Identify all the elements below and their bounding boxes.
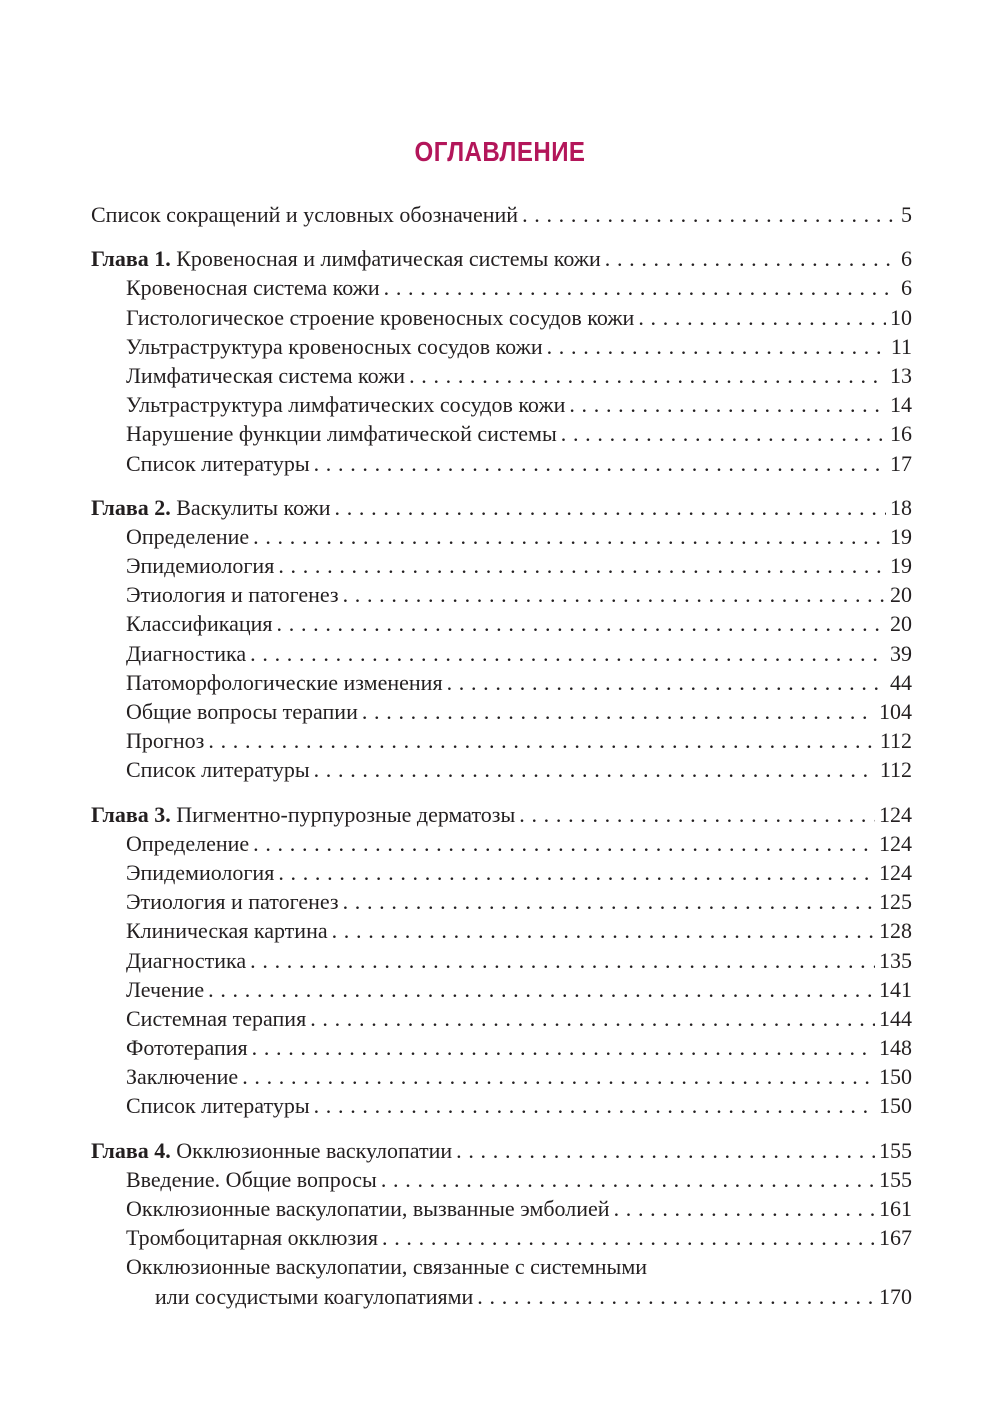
leader-dots bbox=[242, 1062, 875, 1091]
leader-dots bbox=[477, 1282, 875, 1311]
toc-page-number: 155 bbox=[879, 1166, 912, 1192]
leader-dots bbox=[253, 522, 886, 551]
toc-page-number: 6 bbox=[901, 275, 912, 301]
toc-entry[interactable] bbox=[91, 946, 912, 975]
leader-dots bbox=[310, 1004, 875, 1033]
toc-entry[interactable] bbox=[91, 551, 912, 580]
leader-dots bbox=[384, 273, 897, 302]
toc-entry-label: Определение bbox=[126, 523, 250, 549]
toc-entry-label: Кровеносная система кожи bbox=[126, 275, 380, 301]
chapter-number: Глава 2. bbox=[91, 494, 171, 520]
leader-dots bbox=[278, 858, 875, 887]
toc-entry-label: Ультраструктура кровеносных сосудов кожи bbox=[126, 333, 543, 359]
toc-entry[interactable] bbox=[91, 1165, 912, 1194]
toc-page-number: 161 bbox=[879, 1196, 912, 1221]
leader-dots bbox=[208, 975, 875, 1004]
chapter-title: Кровеносная и лимфатическая системы кожи bbox=[170, 246, 601, 272]
leader-dots bbox=[250, 946, 875, 975]
toc-entry-label: Диагностика bbox=[126, 947, 247, 973]
chapter-number: Глава 4. bbox=[91, 1137, 171, 1163]
toc-entry[interactable] bbox=[91, 390, 912, 419]
toc-entry[interactable] bbox=[91, 332, 912, 361]
leader-dots bbox=[253, 829, 875, 858]
toc-entry-label: Прогноз bbox=[126, 728, 205, 754]
toc-entry[interactable] bbox=[91, 1004, 912, 1033]
leader-dots bbox=[561, 419, 886, 448]
toc-entry[interactable] bbox=[91, 1223, 912, 1252]
toc-entry[interactable] bbox=[91, 975, 912, 1004]
toc-page-number: 10 bbox=[890, 304, 912, 330]
toc-page-number: 6 bbox=[901, 246, 912, 272]
leader-dots bbox=[522, 200, 897, 229]
toc-entry[interactable] bbox=[91, 1194, 912, 1223]
toc-entry-label: Список литературы bbox=[126, 1093, 310, 1119]
toc-page-number: 13 bbox=[890, 362, 912, 388]
toc-page-number: 14 bbox=[890, 392, 912, 418]
toc-entry-label: Окклюзионные васкулопатии, вызванные эмболией bbox=[126, 1196, 610, 1221]
toc-chapter-3[interactable] bbox=[91, 800, 912, 829]
toc-entry[interactable] bbox=[91, 668, 912, 697]
toc-page-number: 124 bbox=[879, 801, 912, 827]
toc-entry-label: Ультраструктура лимфатических сосудов кожи bbox=[126, 392, 566, 418]
leader-dots bbox=[332, 916, 875, 945]
toc-entry-label: Определение bbox=[126, 830, 250, 856]
toc-entry-label: Патоморфологические изменения bbox=[126, 669, 443, 695]
leader-dots bbox=[547, 332, 887, 361]
toc-page-number: 148 bbox=[879, 1035, 912, 1061]
toc-entry[interactable] bbox=[91, 273, 912, 302]
toc-entry[interactable] bbox=[91, 916, 912, 945]
toc-entry-label: Общие вопросы терапии bbox=[126, 699, 358, 724]
chapter-number: Глава 3. bbox=[91, 801, 171, 827]
toc-entry-label: Клиническая картина bbox=[126, 918, 328, 944]
toc-entry[interactable] bbox=[91, 522, 912, 551]
toc-page-number: 125 bbox=[879, 889, 912, 915]
toc-page-number: 150 bbox=[879, 1064, 912, 1090]
toc-entry-label: Введение. Общие вопросы bbox=[126, 1166, 377, 1192]
page-title: ОГЛАВЛЕНИЕ bbox=[414, 136, 586, 167]
leader-dots bbox=[314, 449, 886, 478]
leader-dots bbox=[381, 1165, 875, 1194]
toc-entry-label: Системная терапия bbox=[126, 1005, 307, 1031]
toc-entry[interactable] bbox=[91, 449, 912, 478]
toc-entry[interactable] bbox=[91, 829, 912, 858]
toc-entry-label: или сосудистыми коагулопатиями bbox=[155, 1283, 474, 1309]
leader-dots bbox=[362, 697, 875, 726]
toc-page-number: 128 bbox=[879, 918, 912, 944]
toc-entry-label: Классификация bbox=[126, 611, 273, 637]
toc-page-number: 135 bbox=[879, 947, 912, 973]
toc-entry-label: Лимфатическая система кожи bbox=[126, 362, 406, 388]
leader-dots bbox=[638, 303, 886, 332]
toc-entry[interactable] bbox=[91, 887, 912, 916]
toc-entry-label: Нарушение функции лимфатической системы bbox=[126, 421, 557, 447]
toc-entry-abbreviations[interactable] bbox=[91, 200, 912, 229]
toc-entry-label: Список литературы bbox=[126, 450, 310, 476]
toc-entry[interactable] bbox=[91, 303, 912, 332]
leader-dots bbox=[278, 551, 886, 580]
toc-entry-label: Список сокращений и условных обозначений bbox=[91, 202, 519, 227]
toc-chapter-2[interactable] bbox=[91, 493, 912, 522]
toc-entry[interactable] bbox=[91, 609, 912, 638]
toc-page-number: 17 bbox=[890, 450, 912, 476]
toc-entry[interactable] bbox=[91, 361, 912, 390]
leader-dots bbox=[382, 1223, 875, 1252]
toc-entry-label: Диагностика bbox=[126, 640, 247, 666]
leader-dots bbox=[409, 361, 886, 390]
toc-page-number: 19 bbox=[890, 553, 912, 579]
toc-entry-label: Этиология и патогенез bbox=[126, 582, 339, 608]
leader-dots bbox=[335, 493, 886, 522]
toc-page-number: 124 bbox=[879, 830, 912, 856]
toc-page-number: 144 bbox=[879, 1005, 912, 1031]
leader-dots bbox=[250, 639, 886, 668]
toc-entry-label: Тромбоцитарная окклюзия bbox=[126, 1225, 379, 1251]
toc-page-number: 18 bbox=[890, 494, 912, 520]
leader-dots bbox=[456, 1136, 875, 1165]
toc-page-number: 141 bbox=[879, 976, 912, 1002]
toc-entry-label: Лечение bbox=[126, 976, 205, 1002]
toc-page-number: 167 bbox=[879, 1225, 912, 1251]
toc-page-number: 104 bbox=[879, 699, 912, 724]
leader-dots bbox=[569, 390, 886, 419]
toc-chapter-4[interactable] bbox=[91, 1136, 912, 1165]
toc-page-number: 112 bbox=[879, 757, 912, 783]
toc-page-number: 150 bbox=[879, 1093, 912, 1119]
toc-page-number: 11 bbox=[890, 333, 912, 359]
leader-dots bbox=[252, 1033, 875, 1062]
leader-dots bbox=[277, 609, 886, 638]
toc-entry-label: Список литературы bbox=[126, 757, 310, 783]
toc-entry-label: Фототерапия bbox=[126, 1035, 248, 1061]
toc-entry-label: Эпидемиология bbox=[126, 859, 275, 885]
toc-entry[interactable] bbox=[91, 1033, 912, 1062]
toc-page-number: 170 bbox=[879, 1283, 912, 1309]
toc-page-number: 20 bbox=[890, 582, 912, 608]
toc-page-number: 155 bbox=[879, 1137, 912, 1163]
toc-page-number: 19 bbox=[890, 523, 912, 549]
toc-chapter-1[interactable] bbox=[91, 244, 912, 273]
leader-dots bbox=[208, 726, 875, 755]
toc-page-number: 124 bbox=[879, 859, 912, 885]
leader-dots bbox=[605, 244, 897, 273]
leader-dots bbox=[343, 580, 886, 609]
leader-dots bbox=[614, 1194, 875, 1223]
toc-entry[interactable] bbox=[91, 1091, 912, 1120]
table-of-contents bbox=[91, 200, 912, 1311]
toc-entry[interactable] bbox=[91, 580, 912, 609]
leader-dots bbox=[314, 1091, 875, 1120]
toc-entry-line1[interactable]: Окклюзионные васкулопатии, связанные с системными bbox=[126, 1254, 648, 1280]
toc-entry-label: Гистологическое строение кровеносных сосудов кожи bbox=[126, 304, 635, 330]
chapter-title: Васкулиты кожи bbox=[170, 494, 331, 520]
toc-entry-line2[interactable] bbox=[91, 1282, 912, 1311]
toc-page-number: 39 bbox=[890, 640, 912, 666]
chapter-title: Пигментно-пурпурозные дерматозы bbox=[170, 801, 516, 827]
toc-page-number: 112 bbox=[879, 728, 912, 754]
toc-entry[interactable] bbox=[91, 755, 912, 784]
chapter-title: Окклюзионные васкулопатии bbox=[170, 1137, 453, 1163]
toc-entry[interactable] bbox=[91, 697, 912, 726]
toc-page-number: 5 bbox=[901, 202, 912, 227]
toc-entry[interactable] bbox=[91, 639, 912, 668]
toc-entry-label: Эпидемиология bbox=[126, 553, 275, 579]
toc-entry-label: Этиология и патогенез bbox=[126, 889, 339, 915]
toc-page-number: 20 bbox=[890, 611, 912, 637]
leader-dots bbox=[519, 800, 875, 829]
toc-entry-label: Заключение bbox=[126, 1064, 239, 1090]
toc-entry[interactable] bbox=[91, 726, 912, 755]
leader-dots bbox=[314, 755, 876, 784]
toc-entry[interactable] bbox=[91, 419, 912, 448]
toc-entry[interactable] bbox=[91, 1062, 912, 1091]
leader-dots bbox=[343, 887, 875, 916]
toc-page-number: 44 bbox=[890, 669, 912, 695]
toc-page-number: 16 bbox=[890, 421, 912, 447]
toc-entry[interactable] bbox=[91, 858, 912, 887]
chapter-number: Глава 1. bbox=[91, 246, 171, 272]
leader-dots bbox=[447, 668, 886, 697]
